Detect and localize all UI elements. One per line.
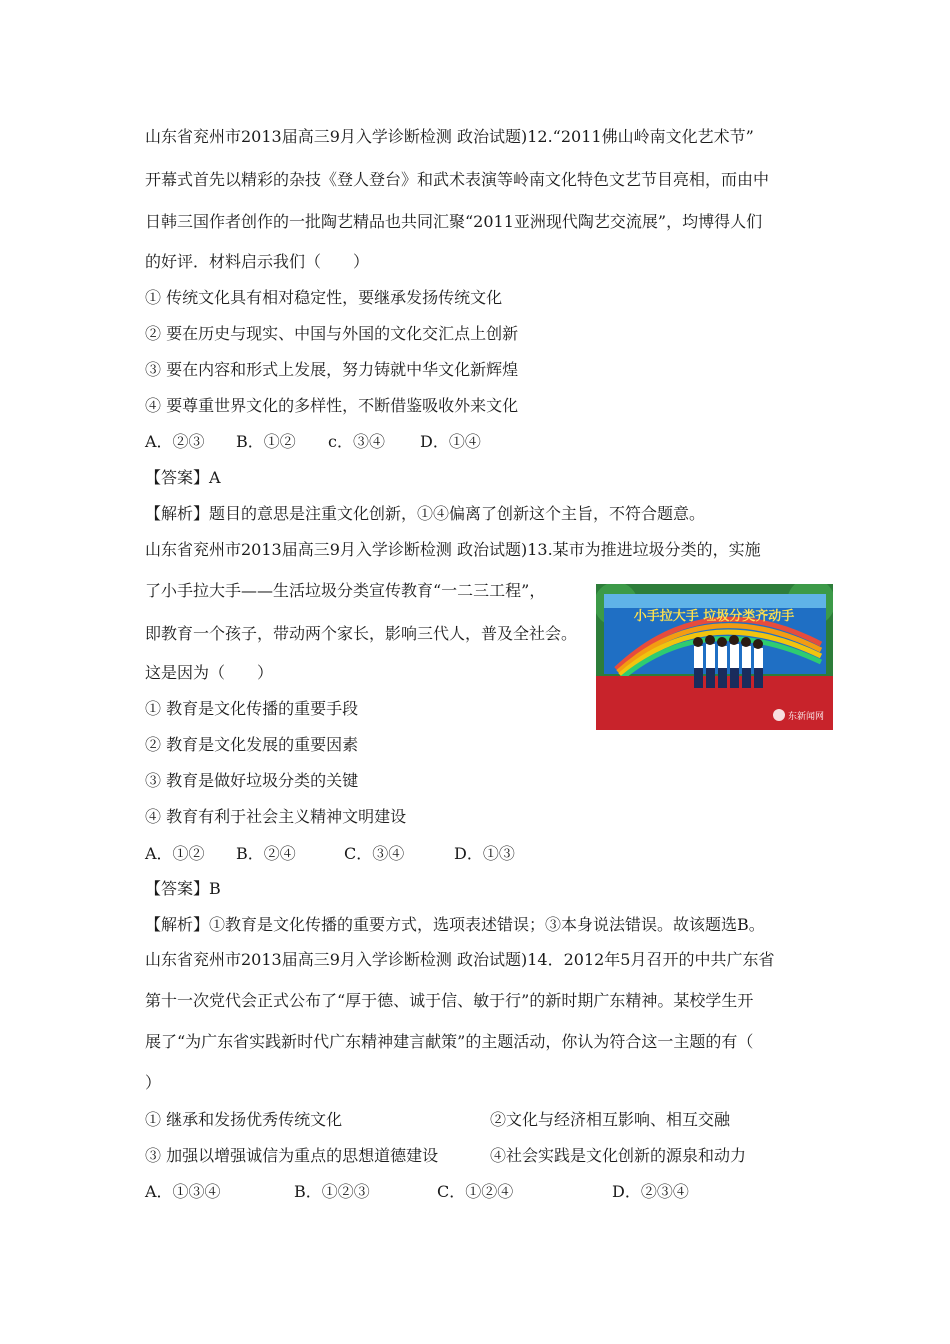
q12-stem-line-1: 山东省兖州市2013届高三9月入学诊断检测 政治试题)12.“2011佛山岭南文化艺术节” — [145, 127, 754, 146]
q12-stem-line-2: 开幕式首先以精彩的杂技《登人登台》和武术表演等岭南文化特色文艺节目亮相，而由中 — [145, 170, 770, 189]
q13-item-1: ① 教育是文化传播的重要手段 — [145, 699, 359, 718]
q13-option-d: D．①③ — [454, 844, 515, 863]
q13-analysis: 【解析】①教育是文化传播的重要方式，选项表述错误；③本身说法错误。故该题选B。 — [145, 915, 765, 934]
q13-stem-line-3: 即教育一个孩子，带动两个家长，影响三代人，普及全社会。 — [145, 624, 578, 643]
q12-option-c: c．③④ — [328, 432, 385, 451]
q14-item-3: ③ 加强以增强诚信为重点的思想道德建设 — [145, 1146, 439, 1165]
q14-option-b: B．①②③ — [294, 1182, 370, 1201]
q13-stem-line-1: 山东省兖州市2013届高三9月入学诊断检测 政治试题)13.某市为推进垃圾分类的，实施 — [145, 540, 761, 559]
q12-item-4: ④ 要尊重世界文化的多样性，不断借鉴吸收外来文化 — [145, 396, 519, 415]
q13-option-a: A．①② — [145, 844, 205, 863]
q14-option-d: D．②③④ — [612, 1182, 689, 1201]
q14-option-a: A．①③④ — [145, 1182, 221, 1201]
q13-option-b: B．②④ — [236, 844, 296, 863]
q13-item-2: ② 教育是文化发展的重要因素 — [145, 735, 359, 754]
photo-banner-text: 小手拉大手 垃圾分类齐动手 — [633, 609, 795, 624]
q12-option-a: A．②③ — [145, 432, 205, 451]
q14-item-4: ④社会实践是文化创新的源泉和动力 — [490, 1146, 747, 1165]
q13-option-c: C．③④ — [344, 844, 405, 863]
q13-answer: 【答案】B — [145, 879, 221, 898]
q13-photo — [596, 584, 833, 730]
q12-analysis: 【解析】题目的意思是注重文化创新，①④偏离了创新这个主旨，不符合题意。 — [145, 504, 706, 523]
q14-stem-line-1: 山东省兖州市2013届高三9月入学诊断检测 政治试题)14．2012年5月召开的中共广东省 — [145, 950, 775, 969]
q14-stem-line-4: ） — [145, 1073, 162, 1092]
q12-stem-line-3: 日韩三国作者创作的一批陶艺精品也共同汇聚“2011亚洲现代陶艺交流展”，均博得人们 — [145, 212, 763, 231]
q13-stem-line-2: 了小手拉大手——生活垃圾分类宣传教育“一二三工程”， — [145, 581, 546, 600]
q13-photo-drawing — [596, 584, 833, 730]
q14-stem-line-3: 展了“为广东省实践新时代广东精神建言献策”的主题活动，你认为符合这一主题的有（ — [145, 1032, 754, 1051]
q14-item-1: ① 继承和发扬优秀传统文化 — [145, 1110, 343, 1129]
q14-stem-line-2: 第十一次党代会正式公布了“厚于德、诚于信、敏于行”的新时期广东精神。某校学生开 — [145, 991, 754, 1010]
q14-option-c: C．①②④ — [437, 1182, 514, 1201]
q12-option-d: D．①④ — [420, 432, 481, 451]
q12-item-3: ③ 要在内容和形式上发展，努力铸就中华文化新辉煌 — [145, 360, 519, 379]
q12-item-2: ② 要在历史与现实、中国与外国的文化交汇点上创新 — [145, 324, 519, 343]
q13-stem-line-4: 这是因为（ ） — [145, 663, 274, 682]
q12-stem-line-4: 的好评．材料启示我们（ ） — [145, 252, 370, 271]
q12-item-1: ① 传统文化具有相对稳定性，要继承发扬传统文化 — [145, 288, 503, 307]
photo-watermark: 东新闻网 — [788, 712, 825, 722]
q14-item-2: ②文化与经济相互影响、相互交融 — [490, 1110, 731, 1129]
q13-item-4: ④ 教育有利于社会主义精神文明建设 — [145, 807, 407, 826]
q12-option-b: B．①② — [236, 432, 296, 451]
q13-item-3: ③ 教育是做好垃圾分类的关键 — [145, 771, 359, 790]
q12-answer: 【答案】A — [145, 468, 221, 487]
